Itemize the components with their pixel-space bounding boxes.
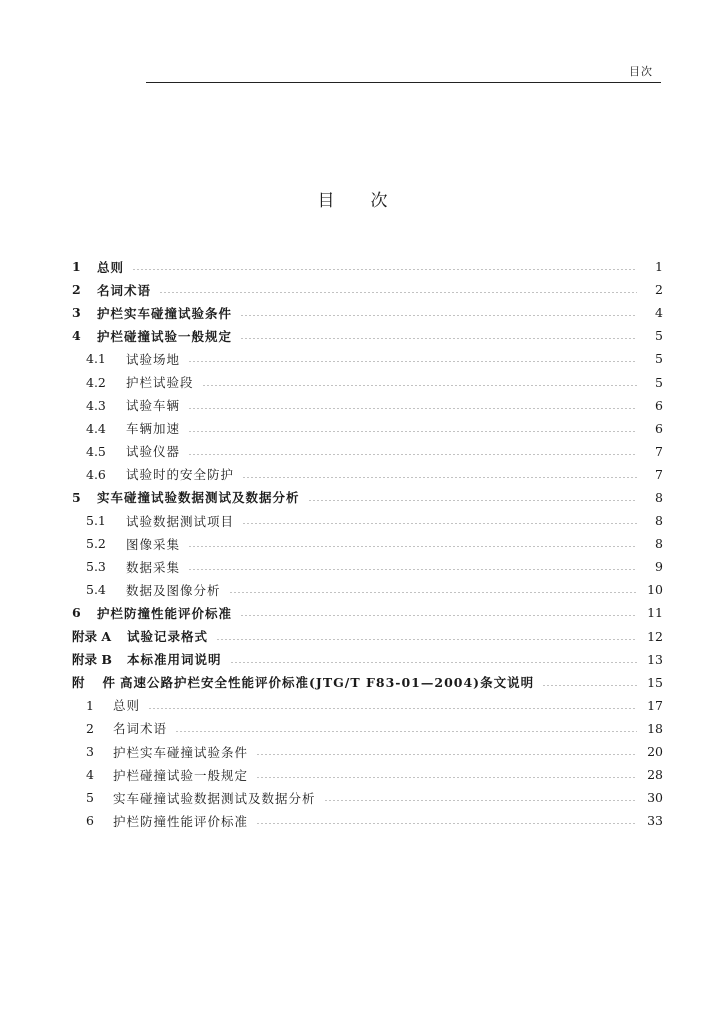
toc-entry-label: 试验仪器 [126, 444, 181, 460]
toc-entry [72, 370, 663, 393]
toc-entry-label: 护栏防撞性能评价标准 [113, 813, 249, 829]
toc-entry-number: 4.5 [86, 443, 106, 459]
toc-entry [72, 694, 663, 717]
toc-entry-label: 总则 [113, 698, 141, 714]
dot-leader [188, 454, 637, 455]
toc-entry-number: 3 [72, 305, 81, 321]
toc-entry-page: 7 [655, 443, 663, 459]
toc-entry-label: 总则 [97, 259, 125, 275]
toc-entry-number: 5.4 [86, 582, 106, 598]
toc-entry-page: 20 [647, 744, 663, 760]
toc-entry-label: 实车碰撞试验数据测试及数据分析 [97, 490, 300, 506]
dot-leader [242, 523, 637, 524]
toc-entry-number: 附件 [72, 675, 134, 691]
toc-entry [72, 532, 663, 555]
toc-entry-number: 4.2 [86, 374, 106, 390]
toc-entry [72, 278, 663, 301]
toc-entry-label: 数据采集 [126, 559, 181, 575]
toc-entry-number: 5.3 [86, 559, 106, 575]
header-rule [146, 82, 661, 83]
toc-entry-page: 8 [655, 513, 663, 529]
dot-leader [148, 708, 637, 709]
toc-entry-number: 4.1 [86, 351, 106, 367]
toc-entry-label: 护栏防撞性能评价标准 [97, 605, 233, 621]
toc-entry-page: 1 [655, 259, 663, 275]
dot-leader [240, 615, 637, 616]
toc-entry-number: 6 [86, 813, 94, 829]
toc-entry [72, 809, 663, 832]
toc-entry-page: 8 [655, 536, 663, 552]
toc-entry-number: 附录 B [72, 652, 112, 668]
toc-entry-page: 7 [655, 466, 663, 482]
dot-leader [175, 731, 637, 732]
toc-entry-page: 28 [647, 767, 663, 783]
toc-entry [72, 417, 663, 440]
table-of-contents [72, 255, 663, 832]
toc-entry-label: 实车碰撞试验数据测试及数据分析 [113, 790, 316, 806]
toc-entry-page: 5 [655, 351, 663, 367]
toc-entry [72, 347, 663, 370]
toc-entry [72, 601, 663, 624]
dot-leader [202, 385, 637, 386]
toc-entry [72, 555, 663, 578]
toc-entry-number: 5.1 [86, 513, 106, 529]
toc-entry [72, 786, 663, 809]
toc-entry [72, 486, 663, 509]
toc-entry [72, 648, 663, 671]
toc-entry-page: 13 [647, 651, 663, 667]
dot-leader [542, 685, 637, 686]
toc-entry [72, 671, 663, 694]
toc-entry-number: 2 [72, 282, 81, 298]
dot-leader [229, 592, 637, 593]
toc-entry [72, 740, 663, 763]
toc-entry-label: 护栏碰撞试验一般规定 [97, 328, 233, 344]
toc-entry-page: 12 [647, 628, 663, 644]
toc-entry-label: 名词术语 [97, 282, 152, 298]
dot-leader [324, 800, 637, 801]
toc-entry [72, 463, 663, 486]
toc-entry-number: 4.3 [86, 397, 106, 413]
toc-entry-number: 4 [86, 767, 94, 783]
toc-entry-page: 9 [655, 559, 663, 575]
toc-entry-page: 18 [647, 720, 663, 736]
dot-leader [188, 361, 637, 362]
toc-entry [72, 255, 663, 278]
toc-entry-number: 4.4 [86, 420, 106, 436]
toc-entry-label: 试验时的安全防护 [126, 467, 235, 483]
dot-leader [256, 777, 637, 778]
toc-entry-page: 5 [655, 374, 663, 390]
toc-entry-number: 5.2 [86, 536, 106, 552]
toc-entry-page: 4 [655, 305, 663, 321]
dot-leader [230, 662, 637, 663]
toc-entry [72, 440, 663, 463]
toc-entry-number: 2 [86, 720, 94, 736]
dot-leader [256, 823, 637, 824]
toc-entry [72, 324, 663, 347]
toc-entry [72, 717, 663, 740]
dot-leader [188, 408, 637, 409]
toc-entry-label: 车辆加速 [126, 421, 181, 437]
dot-leader [159, 292, 637, 293]
toc-entry-number: 4.6 [86, 466, 106, 482]
toc-entry-page: 5 [655, 328, 663, 344]
toc-entry-label: 护栏碰撞试验一般规定 [113, 767, 249, 783]
toc-entry [72, 509, 663, 532]
toc-entry-page: 6 [655, 397, 663, 413]
dot-leader [256, 754, 637, 755]
toc-entry-page: 33 [647, 813, 663, 829]
toc-entry [72, 394, 663, 417]
toc-entry-page: 15 [647, 674, 663, 690]
toc-entry-label: 试验场地 [126, 351, 181, 367]
toc-entry-label: 高速公路护栏安全性能评价标准(JTG/T F83-01—2004)条文说明 [120, 675, 535, 691]
toc-entry [72, 578, 663, 601]
toc-entry-label: 护栏实车碰撞试验条件 [97, 305, 233, 321]
toc-entry [72, 301, 663, 324]
toc-entry-page: 6 [655, 420, 663, 436]
toc-entry-label: 数据及图像分析 [126, 582, 221, 598]
running-header: 目次 [629, 65, 653, 78]
toc-entry-number: 6 [72, 605, 81, 621]
toc-entry-label: 图像采集 [126, 536, 181, 552]
toc-entry-page: 8 [655, 489, 663, 505]
dot-leader [188, 431, 637, 432]
toc-entry-number: 1 [72, 259, 81, 275]
toc-entry-label: 名词术语 [113, 721, 168, 737]
toc-entry-label: 试验车辆 [126, 398, 181, 414]
toc-entry-label: 本标准用词说明 [127, 652, 222, 668]
dot-leader [242, 477, 637, 478]
dot-leader [308, 500, 637, 501]
dot-leader [240, 315, 637, 316]
toc-entry-label: 护栏实车碰撞试验条件 [113, 744, 249, 760]
page-title: 目次 [317, 191, 424, 211]
toc-entry-number: 附录 A [72, 629, 112, 645]
toc-entry-page: 30 [647, 790, 663, 806]
toc-entry-number: 1 [86, 697, 94, 713]
toc-entry-number: 5 [72, 489, 81, 505]
dot-leader [240, 338, 637, 339]
toc-entry-label: 试验数据测试项目 [126, 513, 235, 529]
toc-entry-label: 护栏试验段 [126, 375, 194, 391]
dot-leader [188, 546, 637, 547]
toc-entry-page: 2 [655, 282, 663, 298]
dot-leader [188, 569, 637, 570]
dot-leader [132, 269, 637, 270]
toc-entry-page: 17 [647, 697, 663, 713]
toc-entry [72, 763, 663, 786]
toc-entry-number: 3 [86, 744, 94, 760]
toc-entry-number: 5 [86, 790, 94, 806]
dot-leader [216, 639, 637, 640]
toc-entry [72, 625, 663, 648]
toc-entry-page: 11 [647, 605, 663, 621]
toc-entry-number: 4 [72, 328, 81, 344]
toc-entry-label: 试验记录格式 [127, 629, 209, 645]
toc-entry-page: 10 [647, 582, 663, 598]
